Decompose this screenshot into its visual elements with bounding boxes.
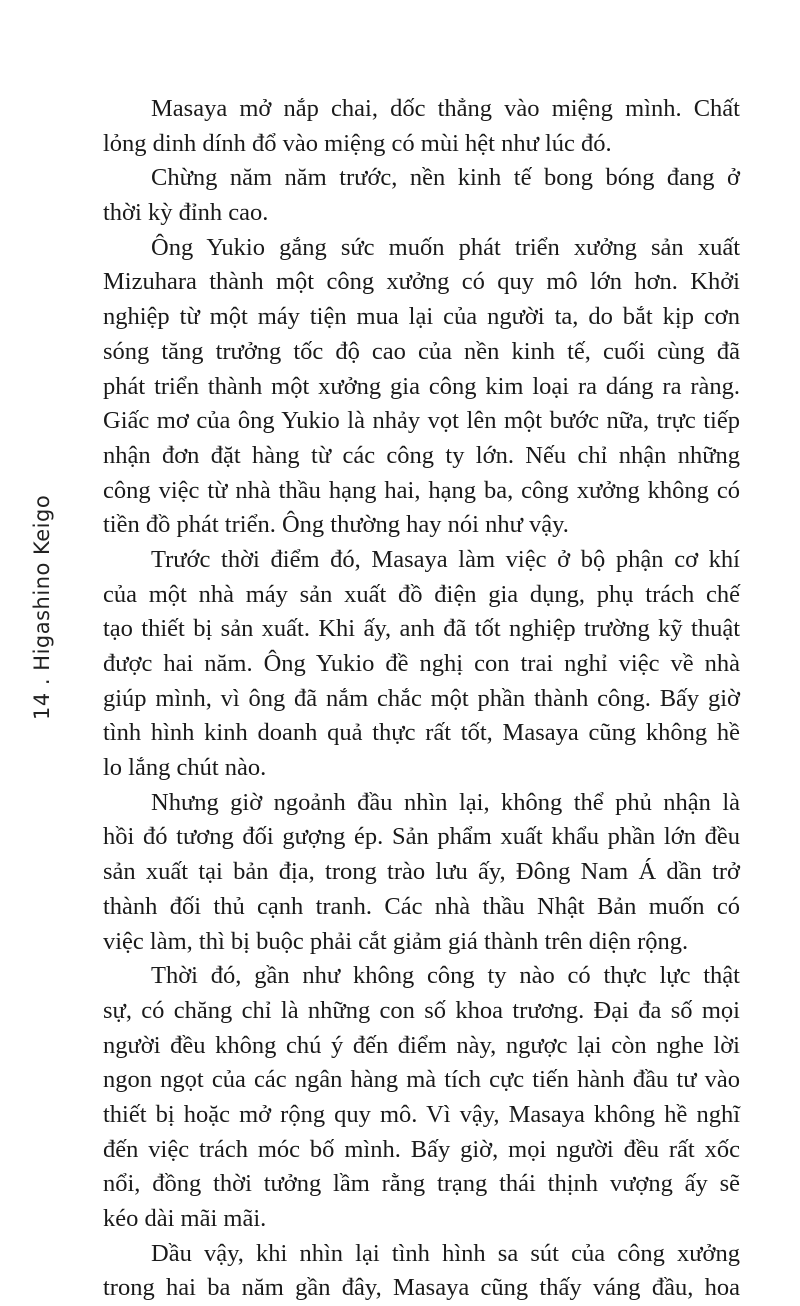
- text-line: thiết bị hoặc mở rộng quy mô. Vì vậy, Masaya không hề nghĩ: [103, 1100, 740, 1128]
- text-line: Chừng năm năm trước, nền kinh tế bong bóng đang ở: [151, 164, 740, 192]
- text-line: được hai năm. Ông Yukio đề nghị con trai nghỉ việc về nhà: [103, 650, 740, 677]
- text-line: tiền đồ phát triển. Ông thường hay nói như vậy.: [103, 511, 569, 539]
- text-line: lỏng dinh dính đổ vào miệng có mùi hệt như lúc đó.: [103, 129, 612, 157]
- text-line: kéo dài mãi mãi.: [103, 1205, 267, 1232]
- text-line: đến việc trách móc bố mình. Bấy giờ, mọi người đều rất xốc: [103, 1135, 740, 1163]
- author-name: Higashino Keigo: [30, 494, 54, 671]
- text-line: của một nhà máy sản xuất đồ điện gia dụng, phụ trách chế: [103, 580, 740, 608]
- text-line: Trước thời điểm đó, Masaya làm việc ở bộ phận cơ khí: [151, 545, 740, 573]
- text-line: Dầu vậy, khi nhìn lại tình hình sa sút của công xưởng: [151, 1239, 740, 1267]
- text-line: công việc từ nhà thầu hạng hai, hạng ba, công xưởng không có: [103, 476, 740, 504]
- text-line: Giấc mơ của ông Yukio là nhảy vọt lên một bước nữa, trực tiếp: [103, 407, 740, 435]
- text-line: nghiệp từ một máy tiện mua lại của người ta, do bắt kịp cơn: [103, 303, 740, 331]
- text-line: thời kỳ đỉnh cao.: [103, 199, 269, 227]
- text-line: việc làm, thì bị buộc phải cắt giảm giá thành trên diện rộng.: [103, 927, 689, 955]
- text-line: giúp mình, vì ông đã nắm chắc một phần thành công. Bấy giờ: [103, 684, 740, 712]
- text-line: Ông Yukio gắng sức muốn phát triển xưởng sản xuất: [151, 233, 740, 261]
- running-header: [30, 495, 54, 720]
- text-line: ngon ngọt của các ngân hàng mà tích cực tiến hành đầu tư vào: [103, 1066, 740, 1094]
- text-line: người đều không chú ý đến điểm này, ngược lại còn nghe lời: [103, 1031, 740, 1059]
- text-line: phát triển thành một xưởng gia công kim loại ra dáng ra ràng.: [103, 372, 740, 400]
- text-line: thành đối thủ cạnh tranh. Các nhà thầu Nhật Bản muốn có: [103, 892, 740, 920]
- page-number: 14: [30, 692, 54, 720]
- text-line: Mizuhara thành một công xưởng có quy mô lớn hơn. Khởi: [103, 268, 740, 296]
- text-line: tình hình kinh doanh quả thực rất tốt, Masaya cũng không hề: [103, 719, 740, 747]
- separator: .: [30, 677, 54, 686]
- text-line: Thời đó, gần như không công ty nào có thực lực thật: [151, 962, 740, 990]
- text-line: nổi, đồng thời tưởng lầm rằng trạng thái thịnh vượng ấy sẽ: [103, 1170, 740, 1198]
- text-line: trong hai ba năm gần đây, Masaya cũng thấy váng đầu, hoa: [103, 1274, 740, 1302]
- text-line: tạo thiết bị sản xuất. Khi ấy, anh đã tốt nghiệp trường kỹ thuật: [103, 615, 740, 643]
- text-line: sản xuất tại bản địa, trong trào lưu ấy, Đông Nam Á dần trở: [103, 858, 740, 886]
- text-line: nhận đơn đặt hàng từ các công ty lớn. Nếu chỉ nhận những: [103, 441, 740, 469]
- text-line: lo lắng chút nào.: [103, 754, 267, 782]
- text-line: sự, có chăng chỉ là những con số khoa trương. Đại đa số mọi: [103, 996, 740, 1024]
- text-line: Nhưng giờ ngoảnh đầu nhìn lại, không thể phủ nhận là: [151, 788, 740, 816]
- text-line: hồi đó tương đối gượng ép. Sản phẩm xuất khẩu phần lớn đều: [103, 823, 740, 851]
- body-text: [103, 92, 740, 1306]
- text-line: sóng tăng trưởng tốc độ cao của nền kinh tế, cuối cùng đã: [103, 337, 740, 365]
- text-line: Masaya mở nắp chai, dốc thẳng vào miệng mình. Chất: [151, 95, 740, 122]
